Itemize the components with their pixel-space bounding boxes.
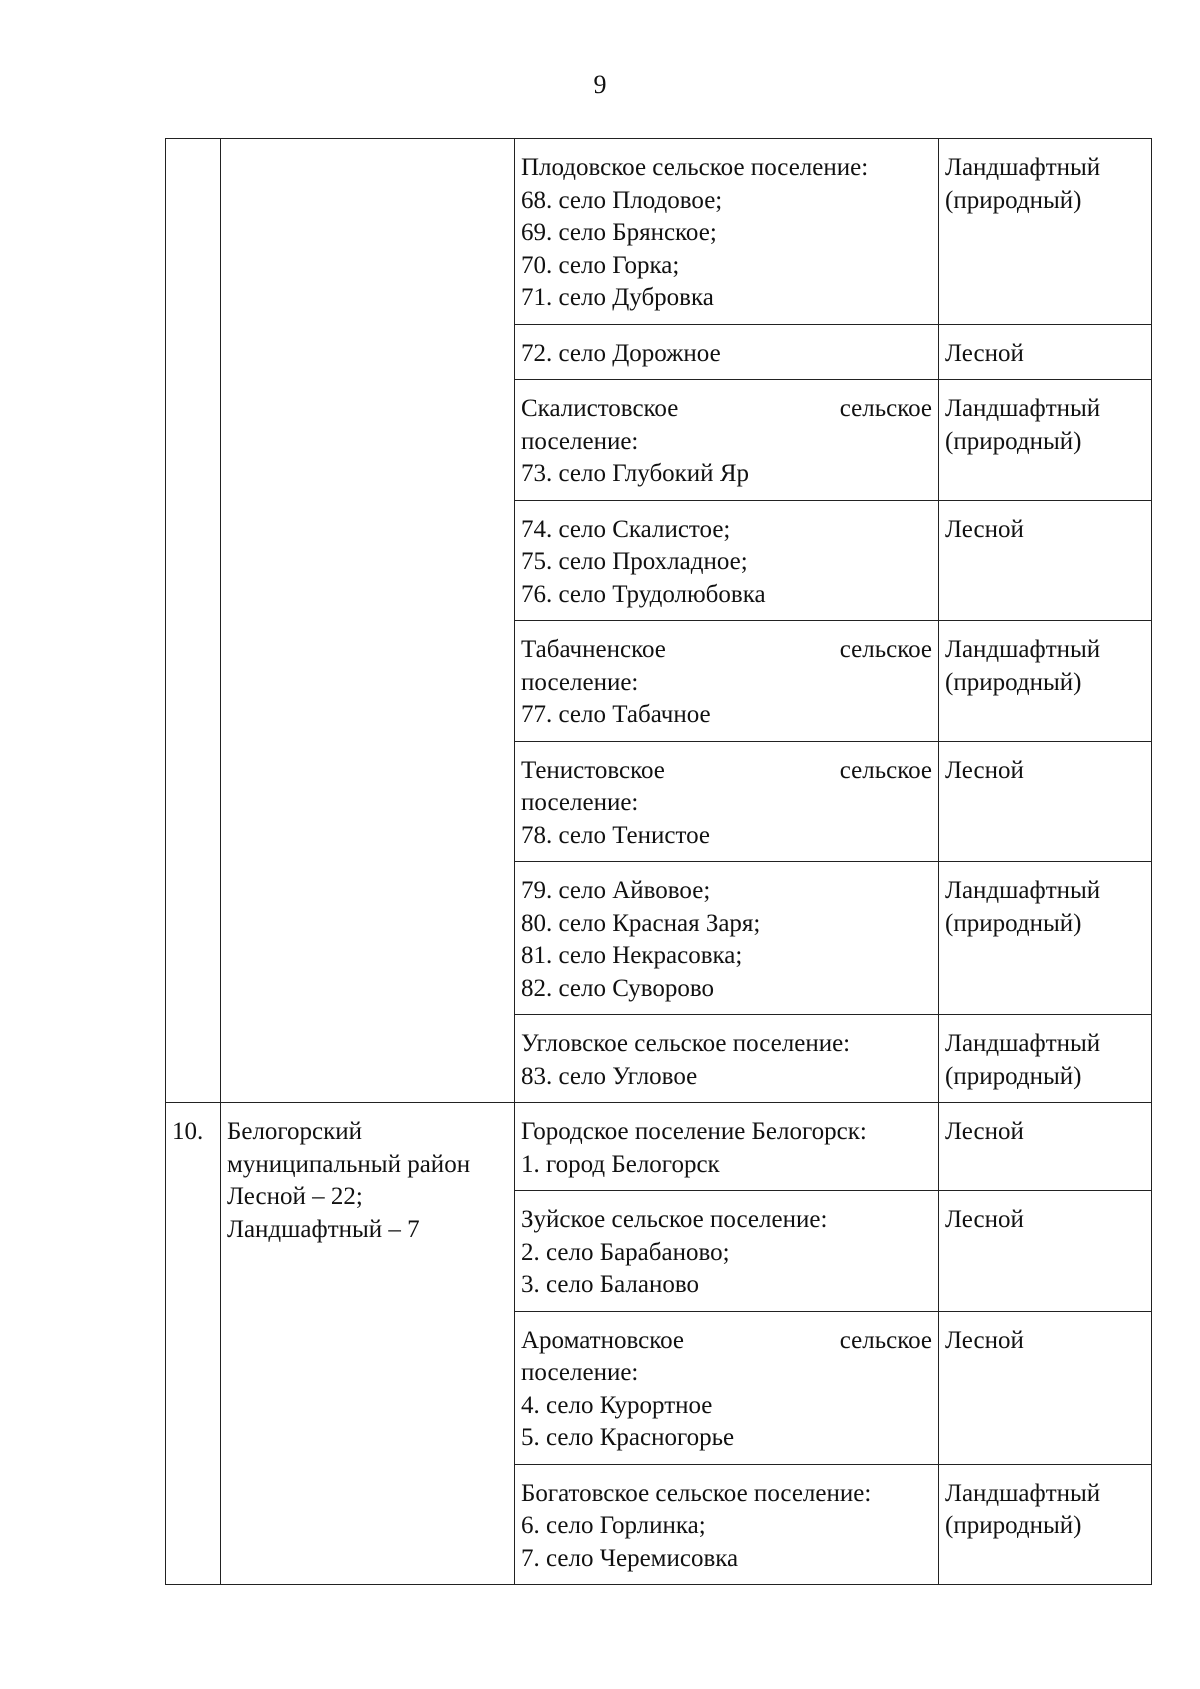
type-line: Ландшафтный <box>945 877 1101 904</box>
type-line: Лесной <box>945 1326 1024 1354</box>
type-cell <box>939 380 1152 501</box>
type-cell <box>939 1191 1152 1312</box>
type-line: (природный) <box>945 909 1082 937</box>
settlement-line: 69. село Брянское; <box>521 219 717 246</box>
settlement-line: 5. село Красногорье <box>521 1424 735 1451</box>
settlement-heading <box>521 755 932 788</box>
settlement-line: 68. село Плодовое; <box>521 186 723 214</box>
district-line: Лесной – 22; <box>227 1183 363 1210</box>
district-cell-continued <box>221 139 515 1103</box>
type-line: Лесной <box>945 339 1024 367</box>
district-cell <box>221 1103 515 1585</box>
settlement-cell <box>515 1311 939 1464</box>
number-cell: 10. <box>166 1103 221 1585</box>
type-cell <box>939 621 1152 742</box>
settlement-line: Угловское сельское поселение: <box>521 1030 851 1057</box>
settlement-cell <box>515 741 939 862</box>
settlement-cell <box>515 500 939 621</box>
settlement-line: 82. село Суворово <box>521 974 715 1002</box>
settlement-cell <box>515 1015 939 1103</box>
type-line: Ландшафтный <box>945 1030 1101 1057</box>
type-line: Лесной <box>945 1206 1024 1233</box>
settlement-line: 72. село Дорожное <box>521 339 721 367</box>
settlement-cell <box>515 1191 939 1312</box>
settlement-line: поселение: <box>521 1359 639 1386</box>
type-cell <box>939 741 1152 862</box>
settlement-cell <box>515 139 939 325</box>
settlements-table <box>165 138 1152 1585</box>
settlement-line: 83. село Угловое <box>521 1062 698 1090</box>
heading-word: сельское <box>839 756 932 784</box>
settlement-line: поселение: <box>521 668 639 696</box>
settlement-cell <box>515 862 939 1015</box>
settlement-line: 70. село Горка; <box>521 251 680 279</box>
settlement-line: Зуйское сельское поселение: <box>521 1206 828 1233</box>
type-line: Ландшафтный <box>945 395 1101 422</box>
settlement-heading <box>521 634 932 667</box>
settlement-line: 2. село Барабаново; <box>521 1238 730 1266</box>
type-line: (природный) <box>945 427 1082 455</box>
settlement-cell <box>515 1103 939 1191</box>
district-line: муниципальный район <box>227 1150 471 1178</box>
type-line: (природный) <box>945 186 1082 214</box>
type-cell <box>939 1015 1152 1103</box>
heading-word: Ароматновское <box>521 1326 685 1354</box>
settlement-line: поселение: <box>521 789 639 816</box>
type-line: Ландшафтный <box>945 636 1101 663</box>
type-cell <box>939 139 1152 325</box>
number-cell-continued <box>166 139 221 1103</box>
settlement-line: поселение: <box>521 427 639 455</box>
type-line: Лесной <box>945 756 1024 784</box>
type-line: Ландшафтный <box>945 1479 1101 1507</box>
settlement-line: Богатовское сельское поселение: <box>521 1479 872 1507</box>
settlement-line: 1. город Белогорск <box>521 1150 720 1178</box>
settlement-line: 77. село Табачное <box>521 701 711 728</box>
settlement-line: 4. село Курортное <box>521 1391 713 1419</box>
type-cell <box>939 1103 1152 1191</box>
settlement-line: 3. село Баланово <box>521 1271 699 1298</box>
type-line: (природный) <box>945 1512 1082 1539</box>
settlement-line: 74. село Скалистое; <box>521 515 731 543</box>
type-line: Ландшафтный <box>945 154 1101 181</box>
type-line: Лесной <box>945 515 1024 543</box>
settlement-line: 78. село Тенистое <box>521 821 710 849</box>
table-row <box>166 139 1152 325</box>
settlement-line: Городское поселение Белогорск: <box>521 1118 867 1145</box>
type-cell <box>939 1311 1152 1464</box>
settlement-line: 76. село Трудолюбовка <box>521 580 766 608</box>
settlement-line: 80. село Красная Заря; <box>521 909 761 937</box>
type-line: (природный) <box>945 1062 1082 1090</box>
settlement-line: 6. село Горлинка; <box>521 1512 706 1539</box>
heading-word: сельское <box>839 636 932 663</box>
settlement-line: 7. село Черемисовка <box>521 1544 739 1572</box>
district-line: Ландшафтный – 7 <box>227 1215 420 1243</box>
settlement-line: 79. село Айвовое; <box>521 877 711 904</box>
settlement-line: Плодовское сельское поселение: <box>521 154 869 181</box>
settlement-line: 71. село Дубровка <box>521 284 714 311</box>
type-cell <box>939 324 1152 380</box>
type-line: (природный) <box>945 668 1082 696</box>
settlement-cell <box>515 621 939 742</box>
heading-word: Скалистовское <box>521 395 679 422</box>
page-number: 9 <box>593 70 607 99</box>
settlement-line: 75. село Прохладное; <box>521 548 748 575</box>
district-line: Белогорский <box>227 1118 363 1145</box>
settlement-cell <box>515 324 939 380</box>
settlement-cell <box>515 380 939 501</box>
heading-word: Табачненское <box>521 636 666 663</box>
heading-word: сельское <box>839 395 932 422</box>
type-cell <box>939 1464 1152 1585</box>
heading-word: сельское <box>839 1326 932 1354</box>
heading-word: Тенистовское <box>521 756 665 784</box>
type-cell <box>939 500 1152 621</box>
settlement-line: 81. село Некрасовка; <box>521 942 743 969</box>
type-cell <box>939 862 1152 1015</box>
settlement-line: 73. село Глубокий Яр <box>521 460 749 487</box>
settlement-cell <box>515 1464 939 1585</box>
settlement-heading <box>521 1325 932 1358</box>
table-row <box>166 1103 1152 1191</box>
type-line: Лесной <box>945 1118 1024 1145</box>
settlement-heading <box>521 393 932 426</box>
